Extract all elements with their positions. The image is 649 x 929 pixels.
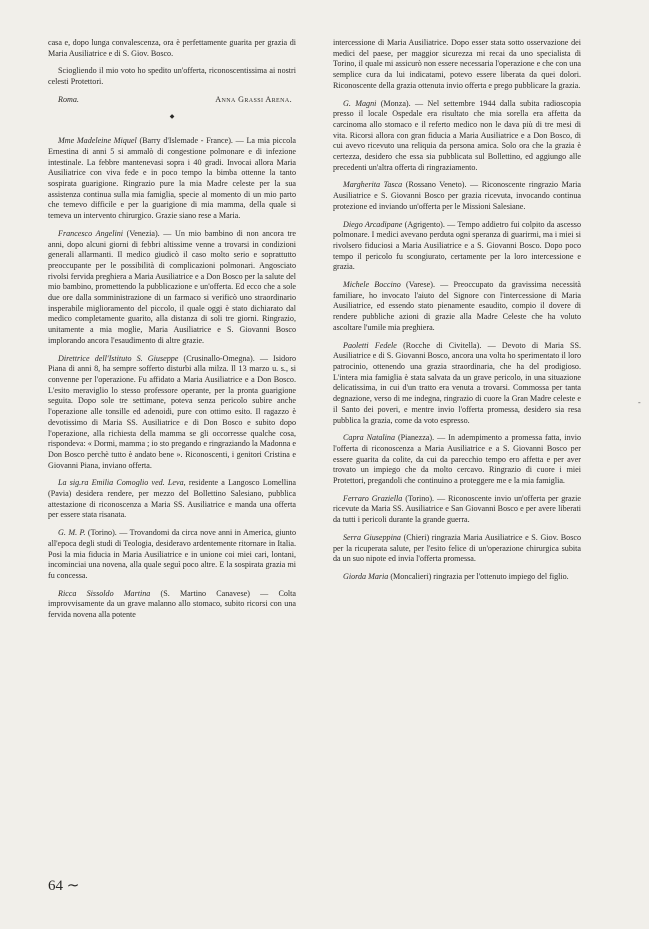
entry-text: (S. Martino Canavese) — Colta improvvisamente da un grave malanno allo stomaco, subito ricorsi con una fervida novena alla potente (48, 588, 296, 620)
entry-name: Capra Natalina (343, 433, 395, 443)
entry-name: Michele Boccino (343, 280, 401, 290)
entry-name: Paoletti Fedele (343, 340, 397, 350)
grace-entry (48, 354, 296, 472)
signature-name: Anna Grassi Arena. (215, 94, 292, 104)
entry-name: Giorda Maria (343, 571, 389, 581)
grace-entry (48, 589, 296, 621)
signature-place: Roma. (58, 94, 79, 104)
grace-entry (333, 572, 581, 583)
entry-text: (Crusinallo-Omegna). — Isidoro Piana di anni 8, ha sempre sofferto disturbi alla milza. Il 13 marzo u. s., si convenne per l'operazione. Fu affidato a Maria Ausiliatrice e a Don Bosco. L'esito meraviglio lo stesso professore operante, per la pronta guarigione seguita. Dopo sole tre settimane, poteva senza pericolo subire anche l'operazione alle tonsille ed adenoidi, pure con ottimo esito. Il ragazzo è devotissimo di Maria SS. Ausiliatrice e di Don Bosco e subito dopo l'operazione, alla richiesta della mamma se gli occorresse qualche cosa, rispondeva: « Dormi, mamma ; io sto pregando e ringraziando la Madonna e Don Bosco perchè tutto è andato bene ». Riconoscenti, i genitori Cristina e Giovanni Piana, inviano offerta. (48, 353, 296, 470)
entry-text: (Monza). — Nel settembre 1944 dalla subita radioscopia presso il locale Ospedale era risultato che mia sorella era affetta da carcinoma allo stomaco e il referto medico non le dava più di tre mesi di vita. Ricorsi allora con gran fiducia a Maria Ausiliatrice e a Don Bosco, di cui avevo ricevuto una reliquia da persona amica. Solo ora che la grazia è certezza, desidero che essa sia pubblicata sul Bollettino, ed aggiungo alle precedenti un'altra offerta di ringraziamento. (333, 98, 581, 172)
entry-text: (Moncalieri) ringrazia per l'ottenuto impiego del figlio. (388, 571, 569, 581)
entry-name: Ricca Sissoldo Martina (58, 588, 151, 598)
entry-name: Francesco Angelini (58, 228, 124, 238)
left-column (48, 38, 296, 628)
grace-entry (333, 220, 581, 274)
entry-name: G. M. P. (58, 528, 86, 538)
entry-name: Serra Giuseppina (343, 532, 401, 542)
grace-entry (333, 280, 581, 334)
entry-text: (Torino). — Riconoscente invio un'offerta per grazie ricevute da Maria SS. Ausiliatrice e San Giovanni Bosco e per avere liberati da tutti i pericoli durante la grande guerra. (333, 493, 581, 525)
grace-entry (333, 433, 581, 487)
entry-name: Direttrice dell'Istituto S. Giuseppe (58, 353, 179, 363)
entry-text: (Pianezza). — In adempimento a promessa fatta, invio l'offerta di riconoscenza a Maria Ausiliatrice e a S. Giovanni Bosco per essere guarita da colite, da cui da parecchio tempo ero affetta e per aver trovato un impiego che da molto cercavo. Ringrazio di cuore i miei Protettori, pregandoli che continuino a proteggere me e la mia famiglia. (333, 433, 582, 486)
grace-entry (333, 533, 581, 565)
entry-text: (Chieri) ringrazia Maria Ausiliatrice e S. Giov. Bosco per la ricuperata salute, per l'esito felice di un'operazione chirurgica subita da un suo nipote ed invia l'offerta promessa. (333, 532, 581, 564)
entry-text: , residente a Langosco Lomellina (Pavia) desidera rendere, per mezzo del Bollettino Salesiano, pubblica attestazione di riconoscenza a Maria SS. Ausiliatrice e manda una offerta per essere stata risanata. (48, 478, 296, 520)
grace-entry (333, 494, 581, 526)
entry-text: (Venezia). — Un mio bambino di non ancora tre anni, dopo alcuni giorni di febbri altissime venne a trovarsi in condizioni generali allarmanti. Il medico giudicò il caso molto serio e soprattutto preoccupante per le possibilità di complicazioni polmonari. Angosciato rivolsi fervida preghiera a Maria Ausiliatrice e a Don Bosco per la salute del mio bambino, promettendo la pubblicazione e un'offerta. Ed ecco che a sole due ore dalla somministrazione di un farmaco si verificò uno straordinario insperabile miglioramento del piccolo, il quale oggi è stato dichiarato dal medico completamente guarito, alla distanza di soli tre giorni. Ringrazio, unitamente a mia moglie, Maria Ausiliatrice e S. Giovanni Bosco implorando ancora l'esaudimento di altre grazie. (48, 228, 296, 345)
ornament-separator: ◆ (169, 113, 175, 120)
entry-text: (Agrigento). — Tempo addietro fui colpito da ascesso polmonare. I medici avevano perduta ogni speranza di guarirmi, ma i miei si rivolsero fiduciosi a Maria Ausiliatrice e a S. Giovanni Bosco. Dopo poco tempo il pericolo fu scongiurato, certamente per la loro intercessione e grazia. (333, 219, 581, 272)
entry-name: Diego Arcadipane (343, 219, 403, 229)
grace-entry (48, 136, 296, 222)
grace-entry (333, 99, 581, 174)
page-number: 64 ∼ (48, 878, 80, 894)
paragraph: intercessione di Maria Ausiliatrice. Dopo esser stata sotto osservazione dei medici del paese, per maggior sicurezza mi recai da uno specialista di Torino, il quale mi assicurò non essere necessaria l'operazione e che con una semplice cura da lui indicatami, potevo essere liberata da quei dolori. Riconoscente della grazia ottenuta invio offerta e prego pubblicare la grazia. (333, 38, 581, 90)
paragraph: Sciogliendo il mio voto ho spedito un'offerta, riconoscentissima ai nostri celesti Protettori. (48, 66, 296, 87)
entry-name: Mme Madeleine Miquel (58, 136, 137, 146)
signature (48, 95, 296, 106)
paragraph: casa e, dopo lunga convalescenza, ora è perfettamente guarita per grazia di Maria Ausiliatrice e di S. Giov. Bosco. (48, 38, 296, 58)
grace-entry (333, 180, 581, 212)
entry-name: Ferraro Graziella (343, 493, 403, 503)
entry-name: G. Magni (343, 98, 377, 108)
entry-text: (Varese). — Preoccupato da gravissima necessità familiare, ho invocato l'aiuto del Signore con l'intercessione di Maria Ausiliatrice, ed essendo stato pienamente esaudito, compio il dovere di rendere pubbliche azioni di grazie alla Madre Celeste che ha voluto ascoltare l'umile mia preghiera. (333, 280, 582, 332)
entry-name: Margherita Tasca (343, 180, 403, 190)
margin-mark: - (638, 398, 641, 407)
grace-entry (48, 478, 296, 521)
entry-text: (Rocche di Civitella). — Devoto di Maria SS. Ausiliatrice e di S. Giovanni Bosco, ancora una volta ho sperimentato il loro patrocinio, ottenendo una grazia straordinaria, che ha del prodigioso. L'intera mia famiglia è stata salvata da un grave pericolo, in una situazione delicatissima, in cui d'un tratto era venuta a trovarsi. Commossa per tanta degnazione, verso di me indegna, ringrazio di cuore la Gran Madre celeste e il Santo dei poveri, e mentre invio l'offerta promessa, desidero sia resa pubblica la grazia, come da voto espresso. (333, 340, 581, 425)
grace-entry (48, 528, 296, 582)
entry-text: (Barry d'Islemade - France). — La mia piccola Ernestina di anni 5 si ammalò di congestione polmonare e di infezione intestinale. La febbre mantenevasi sopra i 40 gradi. Invocai allora Maria Ausiliatrice con viva fede e in poco tempo la bimba ottenne la tanto sospirata guarigione. Ringrazio pure la mia Madre celeste per la sua assistenza continua sulla mia famiglia, specie al momento di un mio parto che temevo difficile e per la guarigione di mia mamma, della quale si temeva un intervento chirurgico. Grazie siano rese a Maria. (48, 136, 296, 221)
grace-entry (48, 229, 296, 347)
entry-text: (Torino). — Trovandomi da circa nove anni in America, giunto all'epoca degli studi di Teologia, desideravo ardentemente ritornare in Italia. Posi la mia fiducia in Maria Ausiliatrice e in unione coi miei cari, lontani, incominciai una novena, alla quale seguì poco altre. E la sospirata grazia mi fu concessa. (48, 528, 296, 580)
grace-entry (333, 341, 581, 427)
entry-text: (Rossano Veneto). — Riconoscente ringrazio Maria Ausiliatrice e S. Giovanni Bosco per grazia ricevuta, invocando continua protezione ed inviando un'offerta per le Missioni Salesiane. (333, 180, 581, 211)
right-column (333, 38, 581, 590)
entry-name: La sig.ra Emilia Comoglio ved. Leva (58, 478, 184, 488)
